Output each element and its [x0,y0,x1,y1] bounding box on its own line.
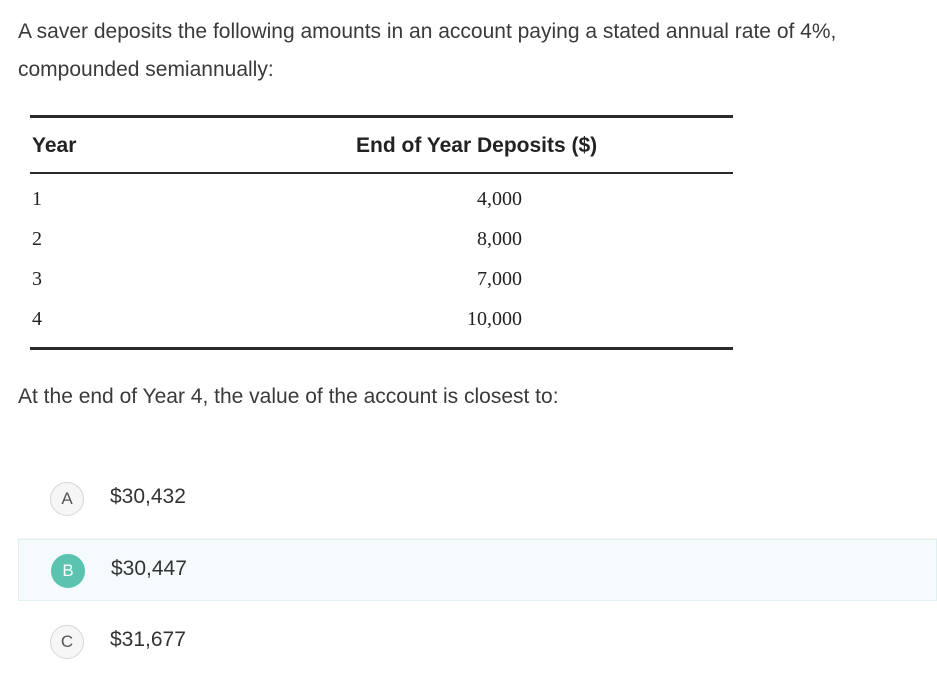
row-amount: 8,000 [477,228,522,250]
table-row [30,298,733,338]
deposits-table [30,115,733,350]
option-b[interactable] [18,539,937,601]
table-body [30,174,733,347]
option-c-text[interactable]: $31,677 [110,628,186,651]
header-year: Year [32,134,77,157]
row-year: 3 [32,268,42,290]
option-b-text[interactable]: $30,447 [111,557,187,580]
table-bottom-rule [30,347,733,350]
row-year: 2 [32,228,42,250]
table-row [30,218,733,258]
question-text: A saver deposits the following amounts in an account paying a stated annual rate of 4%, compounded semiannually: [18,20,837,81]
row-year: 4 [32,308,42,330]
question-prompt: At the end of Year 4, the value of the account is closest to: [18,385,559,408]
option-c[interactable] [18,611,937,673]
option-a[interactable] [18,468,937,530]
option-b-badge[interactable]: B [51,554,85,588]
row-amount: 10,000 [467,308,522,330]
option-c-badge[interactable]: C [50,625,84,659]
row-amount: 4,000 [477,188,522,210]
option-a-badge[interactable]: A [50,482,84,516]
table-header [30,118,733,172]
row-year: 1 [32,188,42,210]
table-row [30,258,733,298]
table-row [30,178,733,218]
row-amount: 7,000 [477,268,522,290]
header-deposits: End of Year Deposits ($) [356,134,598,157]
option-a-text[interactable]: $30,432 [110,485,186,508]
